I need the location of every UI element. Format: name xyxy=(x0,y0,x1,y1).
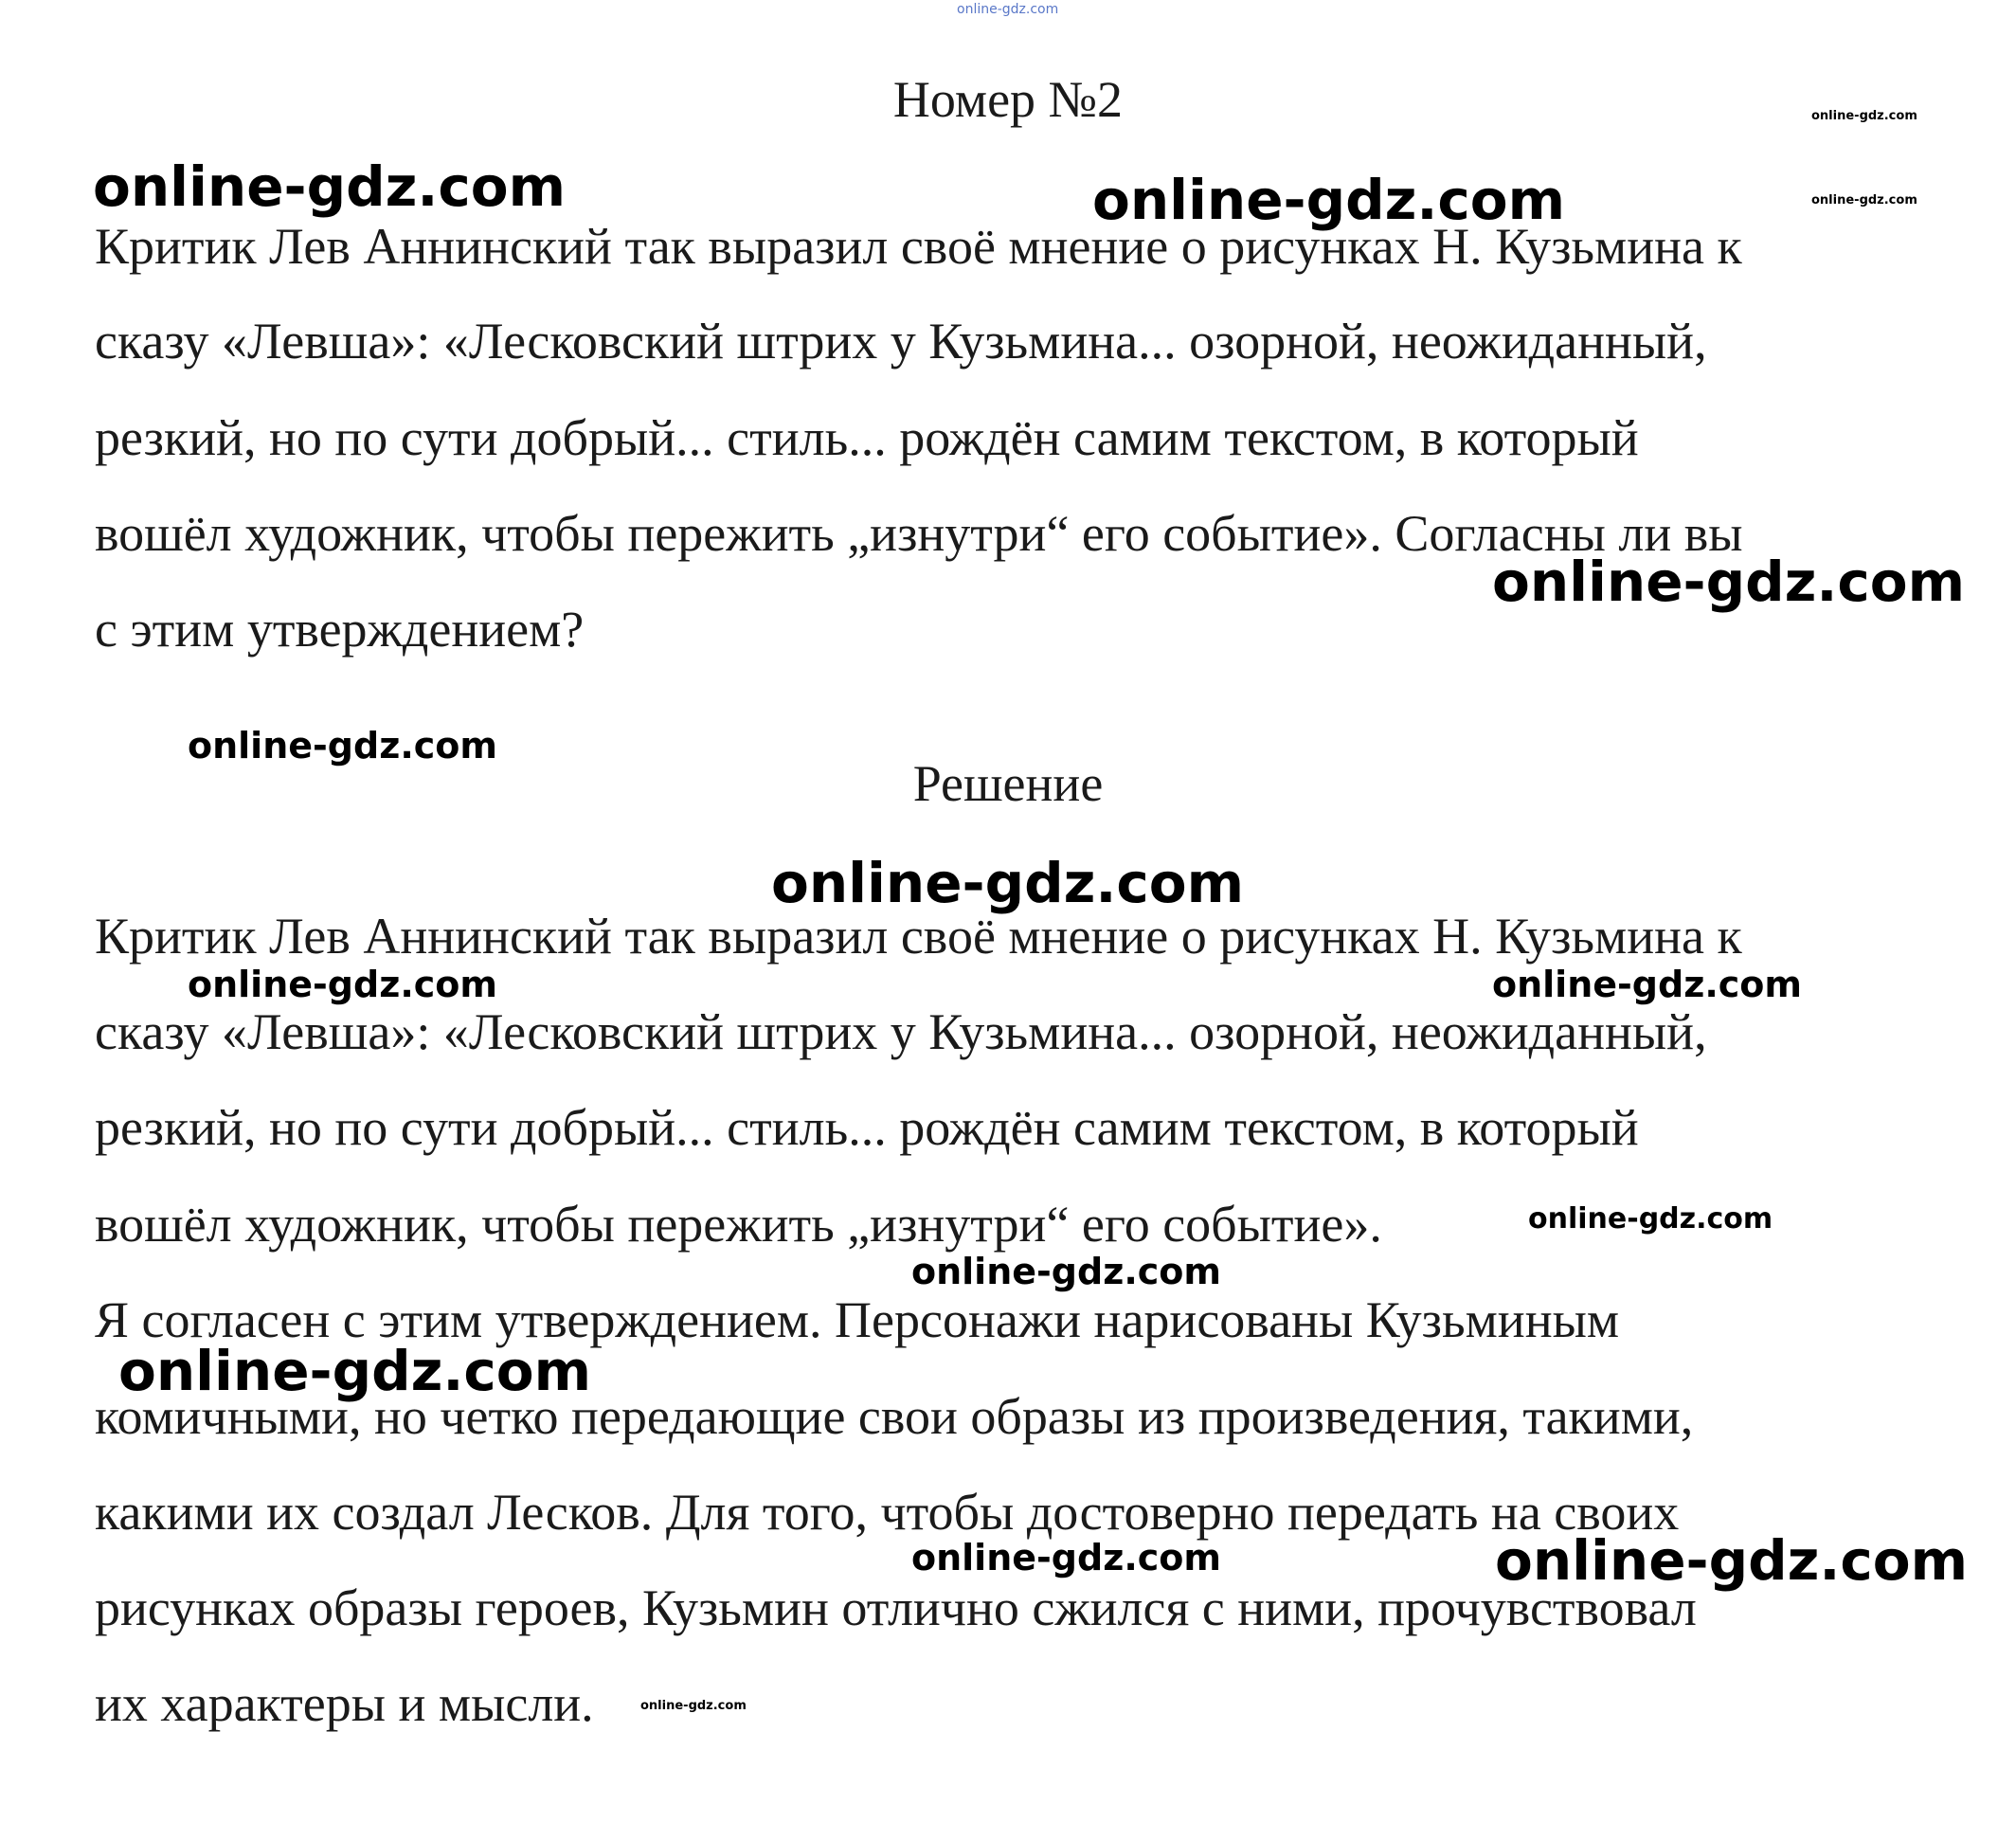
watermark: online-gdz.com xyxy=(93,154,567,219)
watermark: online-gdz.com xyxy=(188,964,497,1005)
watermark: online-gdz.com xyxy=(911,1251,1221,1292)
text-line: Критик Лев Аннинский так выразил своё мнение о рисунках Н. Кузьмина к xyxy=(95,218,1742,275)
text-line: резкий, но по сути добрый... стиль... рождён самим текстом, в который xyxy=(95,1099,1639,1156)
text-line: с этим утверждением? xyxy=(95,601,585,658)
watermark: online-gdz.com xyxy=(1811,109,1917,123)
watermark: online-gdz.com xyxy=(1492,550,1966,614)
solution-heading: Решение xyxy=(912,755,1104,812)
watermark: online-gdz.com xyxy=(771,851,1245,915)
page-title: Номер №2 xyxy=(892,71,1124,128)
text-line: вошёл художник, чтобы пережить „изнутри“ его событие». xyxy=(95,1196,1382,1253)
text-line: комичными, но четко передающие свои образы из произведения, такими, xyxy=(95,1388,1694,1445)
watermark: online-gdz.com xyxy=(640,1699,747,1713)
text-line: сказу «Левша»: «Лесковский штрих у Кузьмина... озорной, неожиданный, xyxy=(95,1003,1707,1060)
watermark: online-gdz.com xyxy=(118,1339,592,1403)
text-line: вошёл художник, чтобы пережить „изнутри“ его событие». Согласны ли вы xyxy=(95,505,1743,562)
watermark: online-gdz.com xyxy=(1092,168,1566,232)
text-line: рисунках образы героев, Кузьмин отлично сжился с ними, прочувствовал xyxy=(95,1579,1697,1636)
watermark: online-gdz.com xyxy=(911,1537,1221,1578)
watermark: online-gdz.com xyxy=(1811,193,1917,207)
text-line: какими их создал Лесков. Для того, чтобы достоверно передать на своих xyxy=(95,1484,1680,1541)
text-line: резкий, но по сути добрый... стиль... рождён самим текстом, в который xyxy=(95,409,1639,466)
watermark: online-gdz.com xyxy=(1495,1528,1969,1593)
watermark: online-gdz.com xyxy=(1528,1202,1773,1236)
text-line: их характеры и мысли. xyxy=(95,1675,594,1732)
watermark: online-gdz.com xyxy=(188,725,497,767)
watermark: online-gdz.com xyxy=(957,2,1059,17)
text-line: Я согласен с этим утверждением. Персонажи нарисованы Кузьминым xyxy=(95,1291,1620,1348)
text-line: Критик Лев Аннинский так выразил своё мнение о рисунках Н. Кузьмина к xyxy=(95,908,1742,965)
watermark: online-gdz.com xyxy=(1492,964,1802,1005)
text-line: сказу «Левша»: «Лесковский штрих у Кузьмина... озорной, неожиданный, xyxy=(95,313,1707,370)
